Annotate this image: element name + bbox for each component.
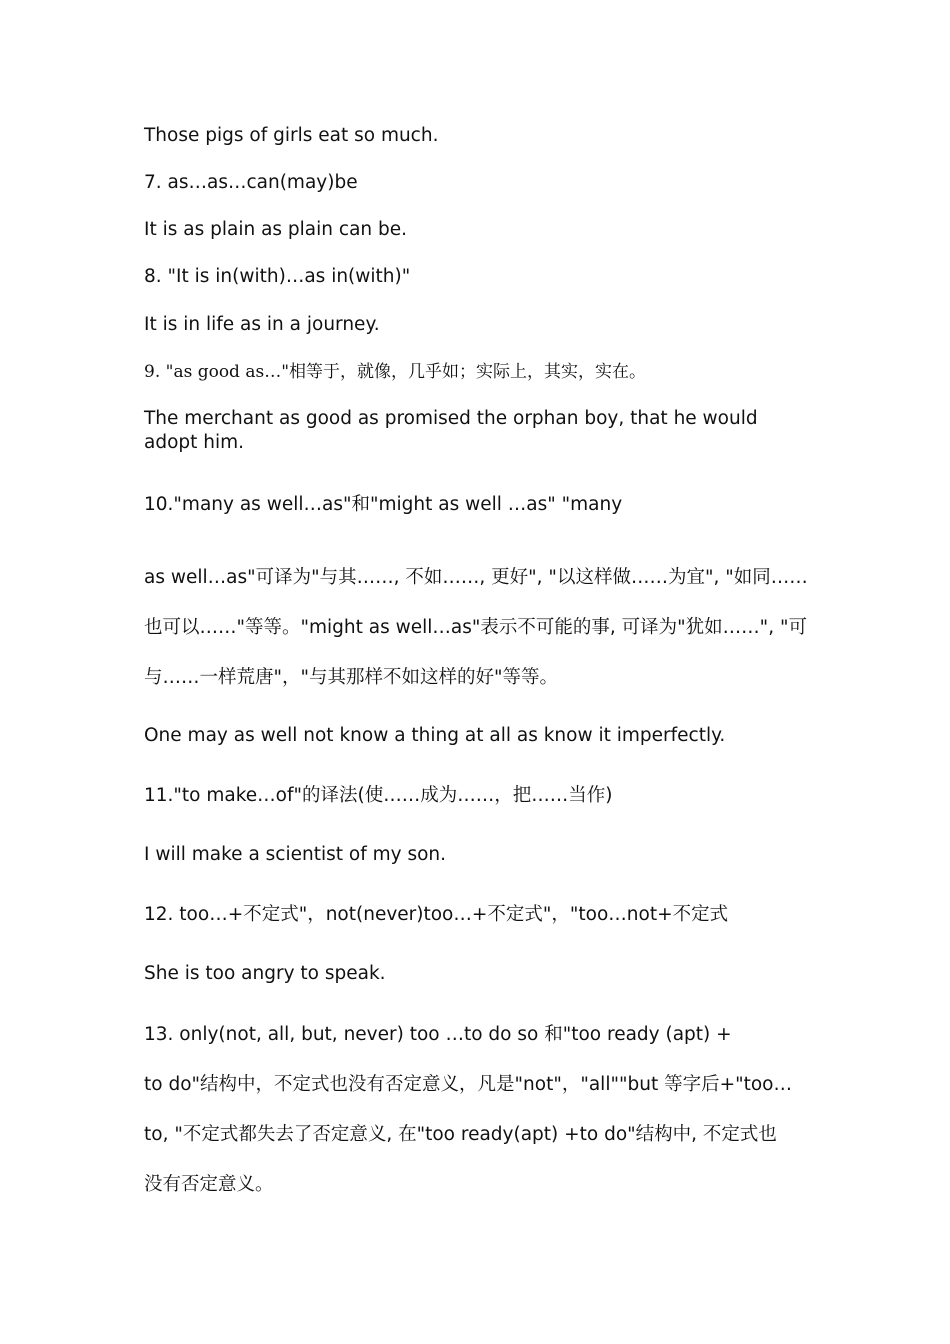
example-sentence: Those pigs of girls eat so much. xyxy=(144,125,439,146)
explanation-text: as well…as"可译为"与其……, 不如……, 更好", "以这样做……为宜", "如同…… xyxy=(144,567,808,588)
section-heading: 10."many as well…as"和"might as well …as" "many xyxy=(144,494,623,515)
section-heading: 12. too…+不定式"，not(never)too…+不定式"，"too…not+不定式 xyxy=(144,904,729,925)
section-heading: 11."to make…of"的译法(使……成为……，把……当作) xyxy=(144,785,613,806)
section-heading: 9. "as good as…"相等于，就像，几乎如；实际上，其实，实在。 xyxy=(144,362,647,382)
explanation-text: 没有否定意义。 xyxy=(144,1174,274,1195)
explanation-text: 与……一样荒唐"，"与其那样不如这样的好"等等。 xyxy=(144,667,559,688)
section-heading: 13. only(not, all, but, never) too …to do so 和"too ready (apt) + xyxy=(144,1024,732,1045)
section-heading: 7. as…as…can(may)be xyxy=(144,172,358,193)
explanation-text: 也可以……"等等。"might as well…as"表示不可能的事, 可译为"犹如……", "可 xyxy=(144,617,807,638)
section-heading: 8. "It is in(with)…as in(with)" xyxy=(144,266,411,287)
example-sentence: She is too angry to speak. xyxy=(144,963,386,984)
example-sentence: It is in life as in a journey. xyxy=(144,314,380,335)
explanation-text: to do"结构中，不定式也没有否定意义，凡是"not"，"all""but 等字后+"too… xyxy=(144,1074,792,1095)
example-sentence: I will make a scientist of my son. xyxy=(144,844,447,865)
explanation-text: to, "不定式都失去了否定意义, 在"too ready(apt) +to do"结构中, 不定式也 xyxy=(144,1124,777,1145)
example-sentence: It is as plain as plain can be. xyxy=(144,219,408,240)
example-sentence: One may as well not know a thing at all as know it imperfectly. xyxy=(144,725,726,746)
example-sentence: The merchant as good as promised the orphan boy, that he would adopt him. xyxy=(144,408,758,453)
